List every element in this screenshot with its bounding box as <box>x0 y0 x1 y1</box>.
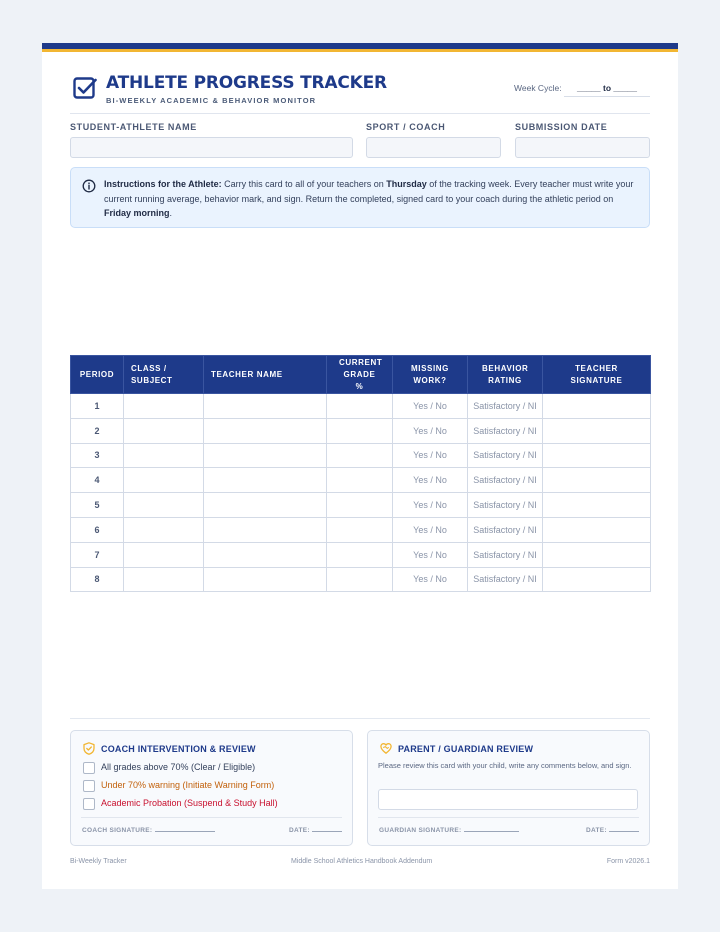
class-subject-cell[interactable] <box>124 394 204 419</box>
grade-table <box>70 355 651 592</box>
teacher-name-cell[interactable] <box>204 567 327 592</box>
teacher-name-cell[interactable] <box>204 493 327 518</box>
header-behavior-rating: BEHAVIOR RATING <box>468 356 543 394</box>
sport-coach-label: SPORT / COACH <box>366 122 446 132</box>
header-class-subject: CLASS / SUBJECT <box>124 356 204 394</box>
footer-right: Form v2026.1 <box>606 858 650 865</box>
coach-signature-label: COACH SIGNATURE: <box>82 827 153 834</box>
instructions-return-time: Friday morning <box>104 208 170 219</box>
option-warning-label: Under 70% warning (Initiate Warning Form) <box>101 780 275 790</box>
current-grade-cell[interactable] <box>327 493 393 518</box>
coach-date-field[interactable] <box>289 826 342 834</box>
parent-review-instructions: Please review this card with your child, write any comments below, and sign. <box>378 761 632 770</box>
current-grade-cell[interactable] <box>327 567 393 592</box>
behavior-rating-cell[interactable]: Satisfactory / NI <box>468 493 543 518</box>
behavior-rating-cell[interactable]: Satisfactory / NI <box>468 443 543 468</box>
heart-handshake-icon <box>380 742 392 755</box>
coach-signature-field[interactable] <box>82 826 215 834</box>
behavior-rating-cell[interactable]: Satisfactory / NI <box>468 542 543 567</box>
instructions-part2: of the tracking week. Every teacher must write your current running average, behavior mark, and sign. Return the completed, signed card to your coach during the athletic period on <box>104 179 634 204</box>
period-cell: 5 <box>71 493 124 518</box>
table-row <box>71 542 651 567</box>
header-stripe-gold <box>42 49 678 52</box>
missing-work-cell[interactable]: Yes / No <box>393 443 468 468</box>
missing-work-cell[interactable]: Yes / No <box>393 394 468 419</box>
instructions-box <box>70 167 650 228</box>
missing-work-cell[interactable]: Yes / No <box>393 542 468 567</box>
teacher-signature-cell[interactable] <box>543 493 651 518</box>
behavior-rating-cell[interactable]: Satisfactory / NI <box>468 394 543 419</box>
class-subject-cell[interactable] <box>124 443 204 468</box>
teacher-name-cell[interactable] <box>204 517 327 542</box>
period-cell: 2 <box>71 418 124 443</box>
instructions-part1: Carry this card to all of your teachers on <box>221 179 387 189</box>
instructions-text <box>104 177 639 221</box>
missing-work-cell[interactable]: Yes / No <box>393 567 468 592</box>
header-current-grade: CURRENT GRADE % <box>327 356 393 394</box>
period-cell: 7 <box>71 542 124 567</box>
class-subject-cell[interactable] <box>124 468 204 493</box>
header-divider <box>70 113 650 114</box>
period-cell: 6 <box>71 517 124 542</box>
teacher-name-cell[interactable] <box>204 418 327 443</box>
guardian-date-field[interactable] <box>586 826 639 834</box>
checkbox-logo-icon <box>73 76 97 100</box>
current-grade-cell[interactable] <box>327 542 393 567</box>
guardian-date-line[interactable] <box>609 826 639 832</box>
period-cell: 1 <box>71 394 124 419</box>
teacher-signature-cell[interactable] <box>543 542 651 567</box>
student-name-input[interactable] <box>70 137 353 158</box>
current-grade-cell[interactable] <box>327 443 393 468</box>
period-cell: 8 <box>71 567 124 592</box>
teacher-signature-cell[interactable] <box>543 567 651 592</box>
behavior-rating-cell[interactable]: Satisfactory / NI <box>468 517 543 542</box>
student-name-label: STUDENT-ATHLETE NAME <box>70 122 197 132</box>
current-grade-cell[interactable] <box>327 468 393 493</box>
coach-review-card <box>70 730 353 846</box>
current-grade-cell[interactable] <box>327 394 393 419</box>
teacher-name-cell[interactable] <box>204 443 327 468</box>
page-subtitle: BI-WEEKLY ACADEMIC & BEHAVIOR MONITOR <box>106 96 317 105</box>
coach-date-line[interactable] <box>312 826 342 832</box>
info-icon <box>82 179 96 193</box>
class-subject-cell[interactable] <box>124 493 204 518</box>
page-title: ATHLETE PROGRESS TRACKER <box>106 73 387 93</box>
table-row <box>71 418 651 443</box>
checkbox-probation[interactable] <box>83 798 95 810</box>
missing-work-cell[interactable]: Yes / No <box>393 517 468 542</box>
teacher-name-cell[interactable] <box>204 468 327 493</box>
class-subject-cell[interactable] <box>124 517 204 542</box>
guardian-date-label: DATE: <box>586 827 607 834</box>
guardian-signature-field[interactable] <box>379 826 519 834</box>
teacher-name-cell[interactable] <box>204 542 327 567</box>
header-period: PERIOD <box>71 356 124 394</box>
missing-work-cell[interactable]: Yes / No <box>393 418 468 443</box>
header-missing-work: MISSING WORK? <box>393 356 468 394</box>
current-grade-cell[interactable] <box>327 418 393 443</box>
parent-comments-input[interactable] <box>378 789 638 810</box>
teacher-name-cell[interactable] <box>204 394 327 419</box>
teacher-signature-cell[interactable] <box>543 443 651 468</box>
coach-signature-line[interactable] <box>155 826 215 832</box>
class-subject-cell[interactable] <box>124 542 204 567</box>
table-row <box>71 567 651 592</box>
table-header-row <box>71 356 651 394</box>
teacher-signature-cell[interactable] <box>543 468 651 493</box>
missing-work-cell[interactable]: Yes / No <box>393 493 468 518</box>
option-clear-eligible-label: All grades above 70% (Clear / Eligible) <box>101 762 256 772</box>
table-row <box>71 517 651 542</box>
week-cycle-field[interactable]: _____ to _____ <box>564 83 650 97</box>
guardian-signature-line[interactable] <box>464 826 519 832</box>
tracker-form <box>42 43 678 889</box>
instructions-lead: Instructions for the Athlete: <box>104 179 222 189</box>
footer-center: Middle School Athletics Handbook Addendum <box>291 858 433 865</box>
parent-review-title: PARENT / GUARDIAN REVIEW <box>398 744 534 754</box>
class-subject-cell[interactable] <box>124 567 204 592</box>
table-row <box>71 443 651 468</box>
section-divider <box>70 718 650 719</box>
missing-work-cell[interactable]: Yes / No <box>393 468 468 493</box>
submission-date-label: SUBMISSION DATE <box>515 122 608 132</box>
option-probation-label: Academic Probation (Suspend & Study Hall) <box>101 798 278 808</box>
table-row <box>71 394 651 419</box>
teacher-signature-cell[interactable] <box>543 394 651 419</box>
current-grade-cell[interactable] <box>327 517 393 542</box>
table-row <box>71 493 651 518</box>
coach-date-label: DATE: <box>289 827 310 834</box>
checkbox-warning[interactable] <box>83 780 95 792</box>
instructions-day: Thursday <box>386 179 427 189</box>
teacher-signature-cell[interactable] <box>543 418 651 443</box>
behavior-rating-cell[interactable]: Satisfactory / NI <box>468 567 543 592</box>
sport-coach-input[interactable] <box>366 137 501 158</box>
coach-signature-divider <box>81 817 342 818</box>
shield-check-icon <box>83 742 95 755</box>
parent-signature-divider <box>378 817 639 818</box>
footer-left: Bi-Weekly Tracker <box>70 858 127 865</box>
parent-review-card <box>367 730 650 846</box>
table-row <box>71 468 651 493</box>
coach-review-title: COACH INTERVENTION & REVIEW <box>101 744 256 754</box>
header-teacher-signature: TEACHER SIGNATURE <box>543 356 651 394</box>
class-subject-cell[interactable] <box>124 418 204 443</box>
header-teacher-name: TEACHER NAME <box>204 356 327 394</box>
submission-date-input[interactable] <box>515 137 650 158</box>
week-cycle-label: Week Cycle: <box>514 83 562 93</box>
behavior-rating-cell[interactable]: Satisfactory / NI <box>468 418 543 443</box>
period-cell: 4 <box>71 468 124 493</box>
teacher-signature-cell[interactable] <box>543 517 651 542</box>
instructions-end: . <box>169 208 173 219</box>
guardian-signature-label: GUARDIAN SIGNATURE: <box>379 827 462 834</box>
behavior-rating-cell[interactable]: Satisfactory / NI <box>468 468 543 493</box>
period-cell: 3 <box>71 443 124 468</box>
checkbox-clear-eligible[interactable] <box>83 762 95 774</box>
